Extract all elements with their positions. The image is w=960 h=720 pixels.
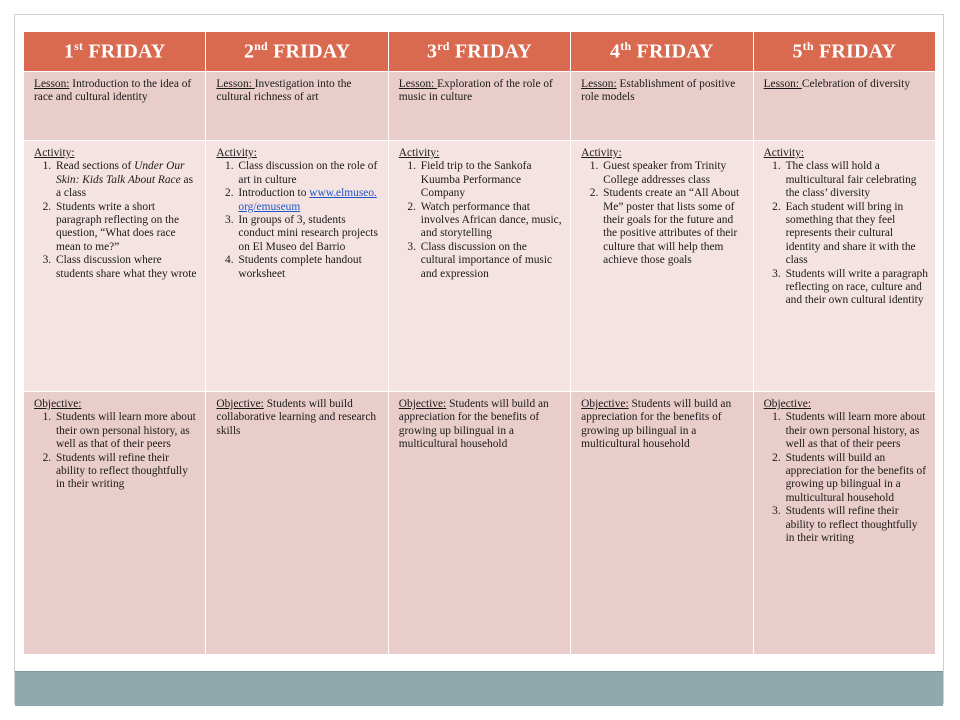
lesson-text: Investigation into the cultural richness of art	[216, 78, 352, 104]
objective-text: Students will build collaborative learning and research skills	[216, 398, 377, 437]
activity-label: Activity:	[34, 147, 75, 159]
list-item: 3. Class discussion where students share what they wrote	[54, 254, 199, 281]
footer-bar	[15, 671, 943, 706]
list-item: 1. Read sections of Under Our Skin: Kids Talk About Race as a class	[54, 160, 199, 200]
objective-label: Objective:	[581, 398, 629, 410]
objective-label: Objective:	[763, 398, 812, 410]
lesson-cell	[24, 72, 206, 141]
header-friday-3: 3rd FRIDAY	[388, 32, 570, 72]
activity-cell	[24, 141, 206, 392]
lesson-label: Lesson:	[216, 78, 255, 90]
list-item: 2. Students will refine their ability to reflect thoughtfully in their writing	[54, 452, 199, 492]
header-friday-4: 4th FRIDAY	[571, 32, 753, 72]
lesson-cell	[206, 72, 388, 141]
list-item: 2. Students will build an appreciation for the benefits of growing up bilingual in a multicultural household	[784, 452, 929, 506]
list-item: 3. Students will write a paragraph reflecting on race, culture and and their own cultural identity	[784, 268, 929, 308]
lesson-plan-table	[23, 31, 936, 655]
list-item: 3. Class discussion on the cultural importance of music and expression	[419, 241, 564, 281]
activity-list	[216, 160, 381, 281]
list-item: 3. Students will refine their ability to reflect thoughtfully in their writing	[784, 505, 929, 545]
activity-label: Activity:	[763, 147, 805, 159]
lesson-label: Lesson:	[34, 78, 70, 90]
elmuseo-link[interactable]: www.elmuseo.org/emuseum	[238, 187, 377, 213]
lesson-cell	[753, 72, 935, 141]
activity-label: Activity:	[398, 147, 440, 159]
objective-label: Objective:	[34, 398, 82, 410]
lesson-label: Lesson:	[398, 78, 438, 90]
objective-label: Objective:	[216, 398, 264, 410]
objective-list	[34, 411, 199, 491]
objective-label: Objective:	[398, 398, 447, 410]
activity-cell	[753, 141, 935, 392]
header-row	[24, 32, 936, 72]
list-item: 1. Students will learn more about their own personal history, as well as that of their peers	[784, 411, 929, 451]
lesson-cell	[571, 72, 753, 141]
lesson-text: Celebration of diversity	[801, 78, 911, 90]
lesson-cell	[388, 72, 570, 141]
lesson-text: Establishment of positive role models	[581, 78, 736, 104]
list-item: 3. In groups of 3, students conduct mini research projects on El Museo del Barrio	[236, 214, 381, 254]
activity-row	[24, 141, 936, 392]
list-item: 2. Introduction to www.elmuseo.org/emuseum	[236, 187, 381, 214]
list-item: 1. Field trip to the Sankofa Kuumba Performance Company	[419, 160, 564, 200]
list-item: 2. Watch performance that involves African dance, music, and storytelling	[419, 201, 564, 241]
header-friday-1: 1st FRIDAY	[24, 32, 206, 72]
list-item: 1. Guest speaker from Trinity College addresses class	[601, 160, 746, 187]
objective-cell	[388, 392, 570, 655]
objective-cell	[571, 392, 753, 655]
list-item: 2. Each student will bring in something that they feel represents their cultural identity and share it with the class	[784, 201, 929, 268]
objective-text: Students will build an appreciation for the benefits of growing up bilingual in a multicultural household	[398, 398, 549, 451]
lesson-text: Introduction to the idea of race and cultural identity	[34, 78, 192, 104]
lesson-row	[24, 72, 936, 141]
list-item: 1. Students will learn more about their own personal history, as well as that of their peers	[54, 411, 199, 451]
objective-row	[24, 392, 936, 655]
activity-list	[581, 160, 746, 267]
activity-label: Activity:	[581, 147, 622, 159]
objective-cell	[753, 392, 935, 655]
objective-cell	[206, 392, 388, 655]
objective-cell	[24, 392, 206, 655]
list-item: 1. The class will hold a multicultural fair celebrating the class’ diversity	[784, 160, 929, 200]
lesson-label: Lesson:	[763, 78, 802, 90]
activity-cell	[388, 141, 570, 392]
list-item: 1. Class discussion on the role of art in culture	[236, 160, 381, 187]
lesson-label: Lesson:	[581, 78, 617, 90]
lesson-text: Exploration of the role of music in culture	[398, 78, 553, 104]
activity-list	[399, 160, 564, 281]
objective-text: Students will build an appreciation for the benefits of growing up bilingual in a multicultural household	[581, 398, 732, 451]
header-friday-2: 2nd FRIDAY	[206, 32, 388, 72]
list-item: 4. Students complete handout worksheet	[236, 254, 381, 281]
header-friday-5: 5th FRIDAY	[753, 32, 935, 72]
activity-list	[764, 160, 929, 307]
list-item: 2. Students create an “All About Me” poster that lists some of their goals for the future and the positive attributes of their culture that will help them achieve those goals	[601, 187, 746, 267]
activity-list	[34, 160, 199, 281]
activity-cell	[571, 141, 753, 392]
activity-cell	[206, 141, 388, 392]
objective-list	[764, 411, 929, 545]
list-item: 2. Students write a short paragraph reflecting on the question, “What does race mean to me?”	[54, 201, 199, 255]
activity-label: Activity:	[216, 147, 257, 159]
